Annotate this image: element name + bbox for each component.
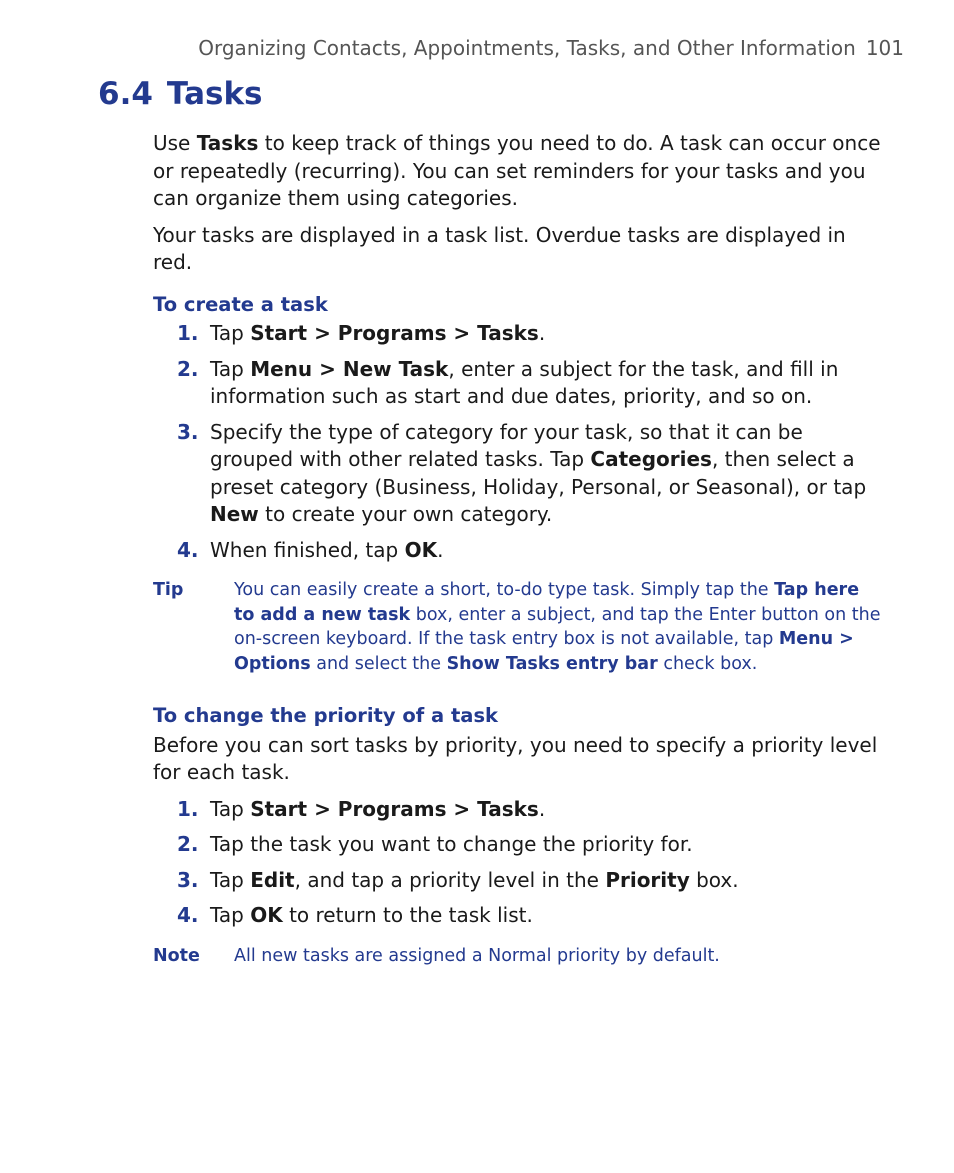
- bold-term: Show Tasks entry bar: [446, 653, 658, 674]
- tip-box: [153, 578, 881, 676]
- text-run: , then select a preset category (Business, Holiday, Personal, or Seasonal), or tap: [210, 447, 867, 499]
- text-run: to return to the task list.: [282, 903, 533, 927]
- text-run: to keep track of things you need to do. A task can occur once or repeatedly (recurring). You can set reminders for your tasks and you can organize them using categories.: [153, 131, 881, 210]
- text-run: Specify the type of category for your task, so that it can be grouped with other related tasks. Tap: [210, 419, 803, 471]
- priority-heading: To change the priority of a task: [153, 704, 499, 727]
- running-title: Organizing Contacts, Appointments, Tasks, and Other Information: [198, 36, 856, 60]
- create-task-heading: To create a task: [153, 292, 328, 316]
- text-run: Tap: [210, 321, 251, 345]
- bold-term: Priority: [605, 867, 690, 892]
- text-run: .: [538, 796, 546, 821]
- text-run: , and tap a priority level in the: [294, 867, 606, 892]
- bold-term: Menu > Options: [234, 629, 854, 674]
- text-run: to create your own category.: [258, 502, 553, 526]
- text-run: Tap the task you want to change the priority for.: [210, 832, 693, 856]
- overdue-paragraph: Your tasks are displayed in a task list. Overdue tasks are displayed in red.: [153, 222, 846, 274]
- text-run: check box.: [657, 653, 758, 674]
- page-number: 101: [865, 36, 904, 60]
- step-item: [153, 796, 881, 824]
- bold-term: New: [210, 502, 259, 526]
- intro-paragraph: [153, 130, 881, 213]
- step-number: 2.: [177, 356, 199, 381]
- step-number: 2.: [177, 832, 199, 856]
- section-title-text: Tasks: [166, 76, 263, 112]
- step-item: [153, 320, 881, 348]
- priority-intro: Before you can sort tasks by priority, you need to specify a priority level for each task.: [153, 732, 878, 784]
- step-item: [153, 902, 881, 930]
- page-content: [153, 130, 881, 968]
- step-item: [153, 419, 881, 529]
- bold-term: Start > Programs > Tasks: [250, 796, 539, 821]
- text-run: and select the: [310, 653, 447, 674]
- bold-term: Tasks: [196, 131, 259, 155]
- bold-term: OK: [404, 537, 438, 562]
- bold-term: Start > Programs > Tasks: [250, 321, 539, 345]
- text-run: Use: [153, 131, 197, 155]
- section-number: 6.4: [98, 76, 153, 112]
- step-item: [153, 831, 881, 859]
- text-run: .: [538, 321, 546, 345]
- text-run: box, enter a subject, and tap the Enter button on the on-screen keyboard. If the task entry box is not available, tap: [234, 604, 881, 649]
- step-number: 3.: [177, 867, 199, 892]
- step-number: 1.: [177, 321, 199, 345]
- note-label: Note: [153, 945, 200, 966]
- text-run: Tap: [210, 867, 251, 892]
- running-header: [198, 36, 904, 60]
- create-task-steps: [153, 320, 881, 564]
- step-number: 3.: [177, 419, 199, 444]
- bold-term: Edit: [250, 867, 295, 892]
- text-run: box.: [689, 867, 739, 892]
- step-item: [153, 867, 881, 895]
- text-run: Tap: [210, 796, 251, 821]
- bold-term: Menu > New Task: [250, 356, 449, 381]
- step-number: 1.: [177, 796, 199, 821]
- tip-label: Tip: [153, 580, 184, 600]
- text-run: .: [437, 537, 444, 562]
- section-title: [98, 76, 263, 112]
- step-number: 4.: [177, 537, 199, 562]
- text-run: Tap: [210, 356, 251, 381]
- step-item: [153, 356, 881, 411]
- step-item: [153, 537, 881, 565]
- bold-term: OK: [250, 903, 283, 927]
- bold-term: Categories: [590, 447, 712, 471]
- note-box: [153, 944, 881, 969]
- text-run: You can easily create a short, to-do type task. Simply tap the: [234, 580, 775, 600]
- tip-text: [234, 578, 881, 676]
- text-run: Tap: [210, 903, 251, 927]
- text-run: When finished, tap: [210, 537, 405, 562]
- bold-term: Tap here to add a new task: [234, 580, 860, 625]
- priority-steps: [153, 796, 881, 930]
- note-text: All new tasks are assigned a Normal priority by default.: [234, 945, 720, 966]
- step-number: 4.: [177, 903, 199, 927]
- text-run: , enter a subject for the task, and fill in information such as start and due dates, priority, and so on.: [210, 356, 839, 408]
